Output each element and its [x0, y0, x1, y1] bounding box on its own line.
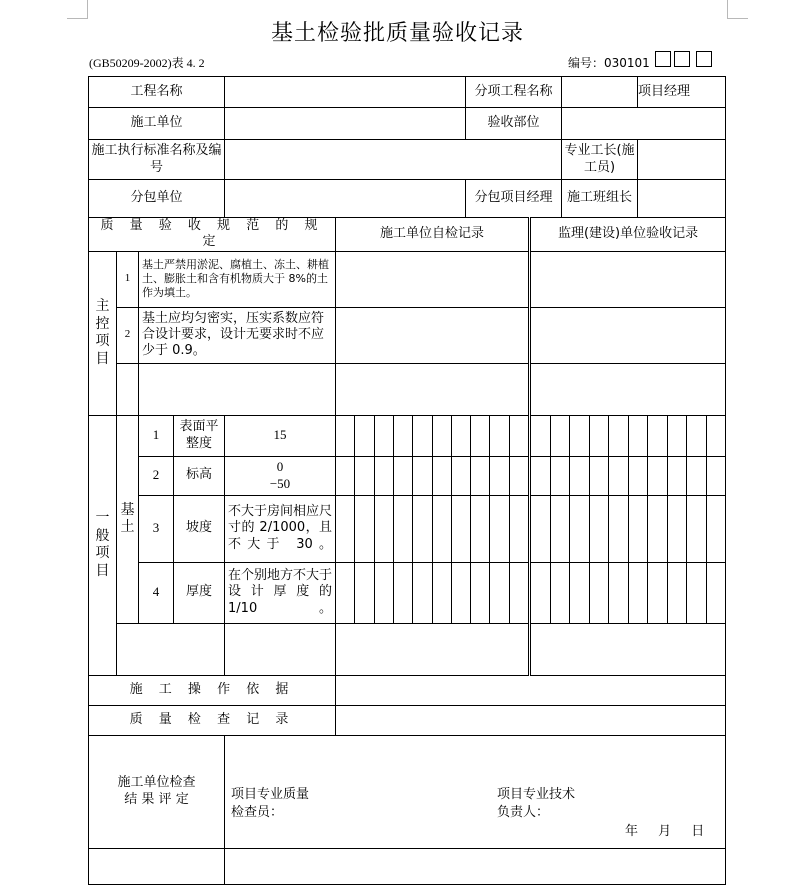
record-grid-cell[interactable] — [609, 416, 629, 456]
record-grid-cell[interactable] — [629, 563, 649, 623]
record-grid-cell[interactable] — [510, 563, 528, 623]
item-number: 3 — [139, 495, 174, 562]
exec-standard-value[interactable] — [225, 140, 562, 180]
operation-basis-value[interactable] — [336, 675, 726, 705]
acceptance-part-label: 验收部位 — [466, 108, 562, 140]
project-manager-label: 项目经理 — [638, 77, 726, 108]
subcontractor-value[interactable] — [225, 180, 466, 218]
record-grid-cell[interactable] — [375, 457, 394, 495]
self-check-cell[interactable] — [336, 363, 530, 415]
general-item-name: 厚度 — [174, 562, 225, 623]
record-grid-cell[interactable] — [648, 457, 668, 495]
record-grid — [531, 416, 725, 456]
record-grid-cell[interactable] — [490, 496, 509, 562]
record-grid-cell[interactable] — [336, 563, 355, 623]
number-box[interactable] — [674, 51, 690, 67]
record-grid-cell[interactable] — [336, 416, 355, 456]
quality-record-label: 质 量 检 查 记 录 — [89, 705, 336, 735]
supervision-grid[interactable] — [530, 415, 726, 456]
construction-unit-label: 施工单位 — [89, 108, 225, 140]
general-item-value: 在个别地方不大于设计厚度的 1/10。 — [225, 562, 336, 623]
sub-project-manager-label: 分包项目经理 — [466, 180, 562, 218]
info-row — [89, 140, 726, 180]
self-check-grid[interactable] — [336, 562, 530, 623]
general-item-row — [89, 495, 726, 562]
record-grid-cell[interactable] — [707, 563, 726, 623]
record-grid-cell[interactable] — [355, 563, 374, 623]
spec-heading: 质 量 验 收 规 范 的 规 定 — [89, 218, 336, 252]
number-box[interactable] — [655, 51, 671, 67]
record-grid-cell[interactable] — [707, 496, 726, 562]
record-grid-cell[interactable] — [687, 416, 707, 456]
standard-reference: (GB50209-2002)表 4. 2 — [89, 56, 205, 70]
record-grid-cell[interactable] — [629, 457, 649, 495]
record-grid-cell[interactable] — [413, 416, 432, 456]
record-grid-cell[interactable] — [394, 496, 413, 562]
evaluation-signature-cell — [225, 735, 726, 848]
supervision-grid[interactable] — [530, 562, 726, 623]
general-item-value: 不大于房间相应尺寸的 2/1000，且不大于 30。 — [225, 495, 336, 562]
record-grid-cell[interactable] — [531, 496, 551, 562]
record-grid-cell[interactable] — [375, 496, 394, 562]
record-grid-cell[interactable] — [452, 457, 471, 495]
record-grid-cell[interactable] — [668, 496, 688, 562]
record-grid-cell[interactable] — [531, 563, 551, 623]
subcontractor-label: 分包单位 — [89, 180, 225, 218]
item-number: 2 — [139, 456, 174, 495]
supervision-heading: 监理(建设)单位验收记录 — [530, 218, 726, 252]
main-item-text: 基土严禁用淤泥、腐植土、冻土、耕植土、膨胀土和含有机物质大于 8%的土作为填土。 — [139, 251, 336, 307]
main-item-row — [89, 251, 726, 307]
record-grid-cell[interactable] — [629, 416, 649, 456]
tech-head-label: 项目专业技术负责人： — [497, 786, 576, 820]
self-check-grid[interactable] — [336, 415, 530, 456]
form-number-label: 编号：030101 — [568, 56, 650, 70]
foreman-value[interactable] — [638, 140, 726, 180]
record-grid-cell[interactable] — [510, 416, 528, 456]
general-item-value: 15 — [225, 415, 336, 456]
general-items-label: 一般项目 — [89, 415, 117, 675]
item-number: 1 — [139, 415, 174, 456]
record-grid-cell[interactable] — [609, 563, 629, 623]
general-item-value: 0 −50 — [225, 456, 336, 495]
main-item-text: 基土应均匀密实，压实系数应符合设计要求，设计无要求时不应少于 0.9。 — [139, 307, 336, 363]
record-grid-cell[interactable] — [551, 416, 571, 456]
general-item-row-empty — [89, 623, 726, 675]
date-label: 年 月 日 — [625, 823, 705, 839]
inspector-label: 项目专业质量检查员： — [231, 786, 310, 820]
record-grid-cell[interactable] — [648, 416, 668, 456]
record-grid — [531, 563, 725, 623]
record-grid-cell[interactable] — [471, 563, 490, 623]
record-grid-cell[interactable] — [629, 496, 649, 562]
self-check-cell[interactable] — [336, 307, 530, 363]
record-grid-cell[interactable] — [590, 457, 610, 495]
record-grid-cell[interactable] — [394, 457, 413, 495]
general-item-row — [89, 562, 726, 623]
general-item-row — [89, 415, 726, 456]
record-grid-cell[interactable] — [355, 496, 374, 562]
record-grid-cell[interactable] — [336, 457, 355, 495]
record-grid-cell[interactable] — [531, 416, 551, 456]
main-item-row-empty — [89, 363, 726, 415]
project-name-label: 工程名称 — [89, 77, 225, 108]
general-item-name: 标高 — [174, 456, 225, 495]
record-grid-cell[interactable] — [531, 457, 551, 495]
general-item-row — [89, 456, 726, 495]
record-grid-cell[interactable] — [510, 457, 528, 495]
record-grid-cell[interactable] — [433, 457, 452, 495]
main-item-row — [89, 307, 726, 363]
bottom-row — [89, 848, 726, 884]
record-grid-cell[interactable] — [668, 563, 688, 623]
general-item-name: 表面平整度 — [174, 415, 225, 456]
record-grid-cell[interactable] — [570, 416, 590, 456]
record-grid-cell[interactable] — [668, 416, 688, 456]
record-grid-cell[interactable] — [510, 496, 528, 562]
record-grid-cell[interactable] — [490, 457, 509, 495]
record-grid-cell[interactable] — [490, 563, 509, 623]
record-grid-cell[interactable] — [668, 457, 688, 495]
main-items-label: 主控项目 — [89, 251, 117, 415]
evaluation-row — [89, 735, 726, 848]
self-check-grid[interactable] — [336, 456, 530, 495]
record-grid-cell[interactable] — [375, 416, 394, 456]
record-grid-cell[interactable] — [551, 563, 571, 623]
record-grid-cell[interactable] — [336, 496, 355, 562]
sub-project-name-value[interactable] — [562, 77, 638, 108]
record-grid-cell[interactable] — [452, 496, 471, 562]
record-grid — [336, 496, 528, 562]
item-number: 4 — [139, 562, 174, 623]
item-number: 1 — [117, 251, 139, 307]
record-grid — [336, 416, 528, 456]
record-grid-cell[interactable] — [413, 563, 432, 623]
record-grid-cell[interactable] — [413, 457, 432, 495]
record-grid-cell[interactable] — [707, 457, 726, 495]
record-grid-cell[interactable] — [590, 496, 610, 562]
record-grid-cell[interactable] — [394, 416, 413, 456]
record-grid-cell[interactable] — [471, 496, 490, 562]
record-grid-cell[interactable] — [433, 416, 452, 456]
self-check-cell[interactable] — [336, 251, 530, 307]
record-grid-cell[interactable] — [394, 563, 413, 623]
record-grid-cell[interactable] — [609, 496, 629, 562]
record-grid-cell[interactable] — [687, 457, 707, 495]
record-grid-cell[interactable] — [471, 416, 490, 456]
record-grid-cell[interactable] — [570, 457, 590, 495]
supervision-cell[interactable] — [530, 363, 726, 415]
supervision-cell[interactable] — [530, 623, 726, 675]
record-grid-cell[interactable] — [570, 496, 590, 562]
record-grid-cell[interactable] — [609, 457, 629, 495]
foreman-label: 专业工长(施工员) — [562, 140, 638, 180]
record-grid-cell[interactable] — [433, 563, 452, 623]
item-number: 2 — [117, 307, 139, 363]
record-grid-cell[interactable] — [590, 563, 610, 623]
record-grid-cell[interactable] — [707, 416, 726, 456]
supervision-grid[interactable] — [530, 495, 726, 562]
general-item-name: 坡度 — [174, 495, 225, 562]
record-grid-cell[interactable] — [471, 457, 490, 495]
record-grid-cell[interactable] — [570, 563, 590, 623]
page-title: 基土检验批质量验收记录 — [270, 21, 524, 46]
record-grid-cell[interactable] — [687, 496, 707, 562]
record-grid-cell[interactable] — [551, 457, 571, 495]
record-grid-cell[interactable] — [648, 496, 668, 562]
acceptance-form-table — [88, 76, 726, 885]
evaluation-label: 施工单位检查结 果 评 定 — [89, 735, 225, 848]
acceptance-part-value[interactable] — [562, 108, 726, 140]
record-grid-cell[interactable] — [375, 563, 394, 623]
basis-row — [89, 675, 726, 705]
record-grid-cell[interactable] — [355, 457, 374, 495]
info-row — [89, 108, 726, 140]
record-grid — [531, 457, 725, 495]
supervision-cell[interactable] — [530, 251, 726, 307]
team-leader-label: 施工班组长 — [562, 180, 638, 218]
self-check-heading: 施工单位自检记录 — [336, 218, 530, 252]
record-grid-cell[interactable] — [687, 563, 707, 623]
record-grid-cell[interactable] — [452, 416, 471, 456]
project-name-value[interactable] — [225, 77, 466, 108]
quality-record-row — [89, 705, 726, 735]
self-check-grid[interactable] — [336, 495, 530, 562]
record-grid — [336, 457, 528, 495]
construction-unit-value[interactable] — [225, 108, 466, 140]
sub-project-name-label: 分项工程名称 — [466, 77, 562, 108]
general-item-value[interactable] — [225, 623, 336, 675]
section-heading-row — [89, 218, 726, 252]
operation-basis-label: 施 工 操 作 依 据 — [89, 675, 336, 705]
record-grid — [336, 563, 528, 623]
record-grid-cell[interactable] — [648, 563, 668, 623]
record-grid-cell[interactable] — [433, 496, 452, 562]
general-category-label: 基土 — [117, 415, 139, 623]
quality-record-value[interactable] — [336, 705, 726, 735]
exec-standard-label: 施工执行标准名称及编号 — [89, 140, 225, 180]
record-grid-cell[interactable] — [452, 563, 471, 623]
record-grid-cell[interactable] — [355, 416, 374, 456]
info-row — [89, 77, 726, 108]
record-grid-cell[interactable] — [590, 416, 610, 456]
record-grid-cell[interactable] — [490, 416, 509, 456]
record-grid-cell[interactable] — [413, 496, 432, 562]
supervision-grid[interactable] — [530, 456, 726, 495]
record-grid — [531, 496, 725, 562]
supervision-cell[interactable] — [530, 307, 726, 363]
self-check-cell[interactable] — [336, 623, 530, 675]
number-box[interactable] — [696, 51, 712, 67]
team-leader-value[interactable] — [638, 180, 726, 218]
info-row — [89, 180, 726, 218]
record-grid-cell[interactable] — [551, 496, 571, 562]
